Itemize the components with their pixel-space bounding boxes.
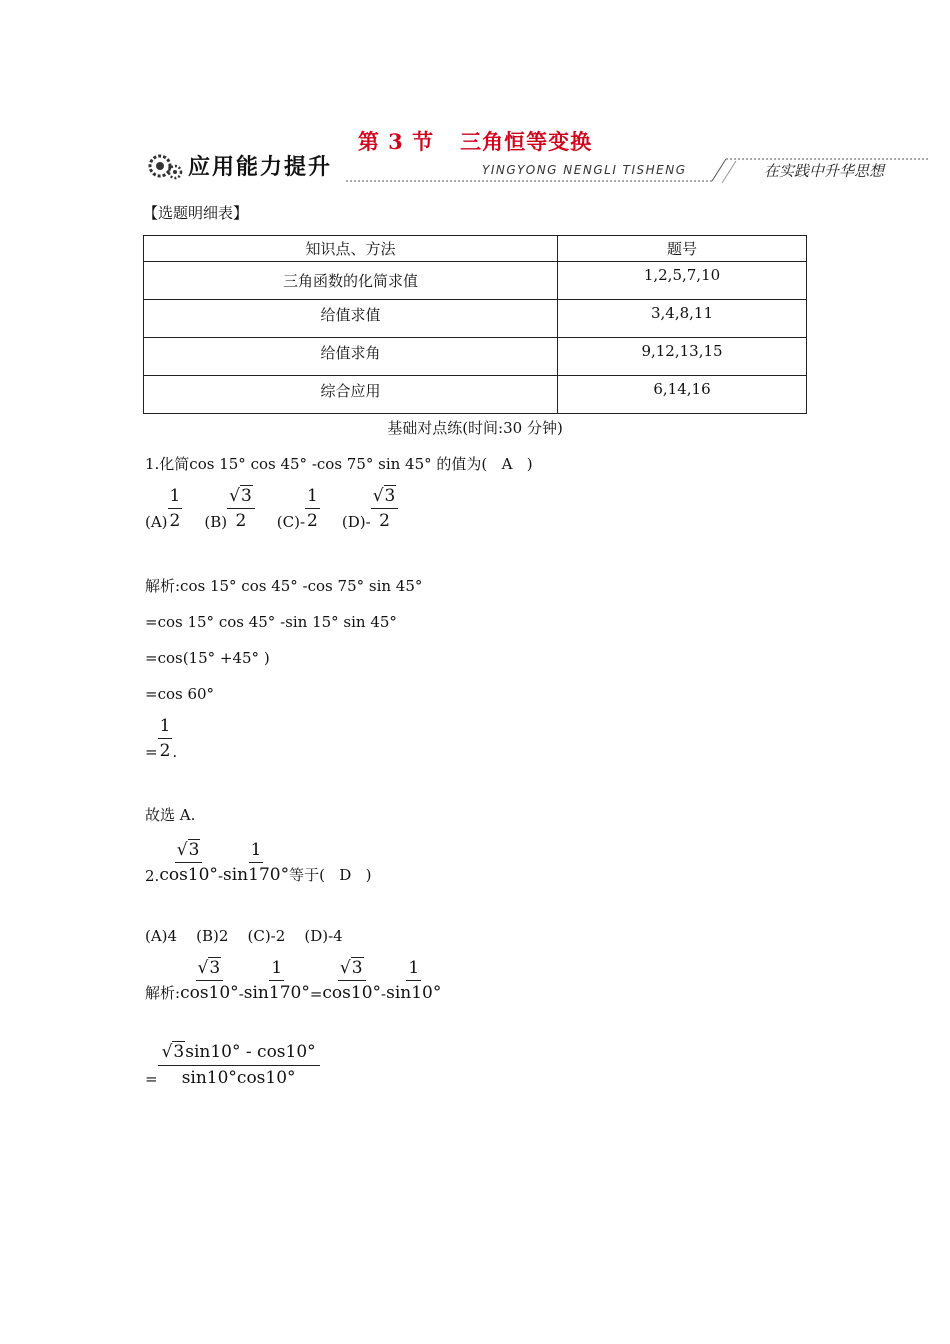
sqrt-symbol: √3 (372, 486, 396, 506)
q1-option-d: (D) - $\frac{√3}{2}$ (342, 486, 398, 531)
table-cell: 1,2,5,7,10 (558, 262, 807, 300)
q2-combined-fraction: = $\frac{√3\sin 10^\circ - \cos 10^\circ}{\sin 10^\circ\cos 10^\circ}$ (145, 1042, 320, 1088)
table-caption: 【选题明细表】 (143, 204, 249, 222)
sqrt-symbol: √3 (176, 840, 200, 860)
q1-solution-line: 解析:cos 15° cos 45° -cos 75° sin 45° (145, 577, 423, 595)
header-topic: 知识点、方法 (144, 236, 558, 262)
q2-options: (A)4 (B)2 (C)-2 (D)-4 (145, 927, 343, 945)
banner-motto: 在实践中升华思想 (764, 162, 885, 180)
q1-solution-line: =cos(15° +45° ) (145, 649, 270, 667)
table-cell: 给值求角 (144, 338, 558, 376)
q1-solution-line: =cos 60° (145, 685, 215, 703)
table-row (144, 338, 807, 376)
table-row (144, 300, 807, 338)
gear-icon (150, 156, 181, 178)
sqrt-symbol: √3 (161, 1042, 185, 1062)
table-row (144, 262, 807, 300)
q1-stem: 1.化简cos 15° cos 45° -cos 75° sin 45° 的值为( A ) (145, 455, 533, 473)
topic-table (143, 235, 807, 414)
banner-title: 应用能力提升 (188, 155, 333, 180)
q1-options (145, 486, 398, 531)
section-number: 第 3 节 (357, 129, 435, 154)
q2-stem: 2. $\frac{√3}{\cos 10^\circ}$ - $\frac{1}{\sin 170^\circ}$ 等于( D ) (145, 840, 372, 885)
q1-choice: 故选 A. (145, 806, 196, 824)
q1-option-a: (A) $\frac{1}{2}$ (145, 486, 181, 531)
table-cell: 6,14,16 (558, 376, 807, 414)
table-cell: 3,4,8,11 (558, 300, 807, 338)
table-row (144, 376, 807, 414)
banner-pinyin: YINGYONG NENGLI TISHENG (482, 163, 687, 177)
practice-section-label: 基础对点练(时间:30 分钟) (387, 419, 563, 437)
q2-solution-line: 解析: $\frac{√3}{\cos 10^\circ}$ - $\frac{1}{\sin 170^\circ}$ = $\frac{√3}{\cos 10^\circ}$ - $\frac{1}{\sin 10^\circ}$ (145, 958, 442, 1003)
q1-result: = $\frac{1}{2}$ . (145, 716, 178, 761)
table-cell: 9,12,13,15 (558, 338, 807, 376)
table-cell: 综合应用 (144, 376, 558, 414)
sqrt-symbol: √3 (197, 958, 221, 978)
table-cell: 三角函数的化简求值 (144, 262, 558, 300)
table-cell: 给值求值 (144, 300, 558, 338)
q1-option-b: (B) $\frac{√3}{2}$ (204, 486, 254, 531)
sqrt-symbol: √3 (229, 486, 252, 506)
table-header-row (144, 236, 807, 262)
q1-option-c: (C) - $\frac{1}{2}$ (276, 486, 318, 531)
section-heading: 三角恒等变换 (460, 129, 593, 154)
sqrt-symbol: √3 (339, 958, 363, 978)
header-question-no: 题号 (558, 236, 807, 262)
q1-solution-line: =cos 15° cos 45° -sin 15° sin 45° (145, 613, 397, 631)
